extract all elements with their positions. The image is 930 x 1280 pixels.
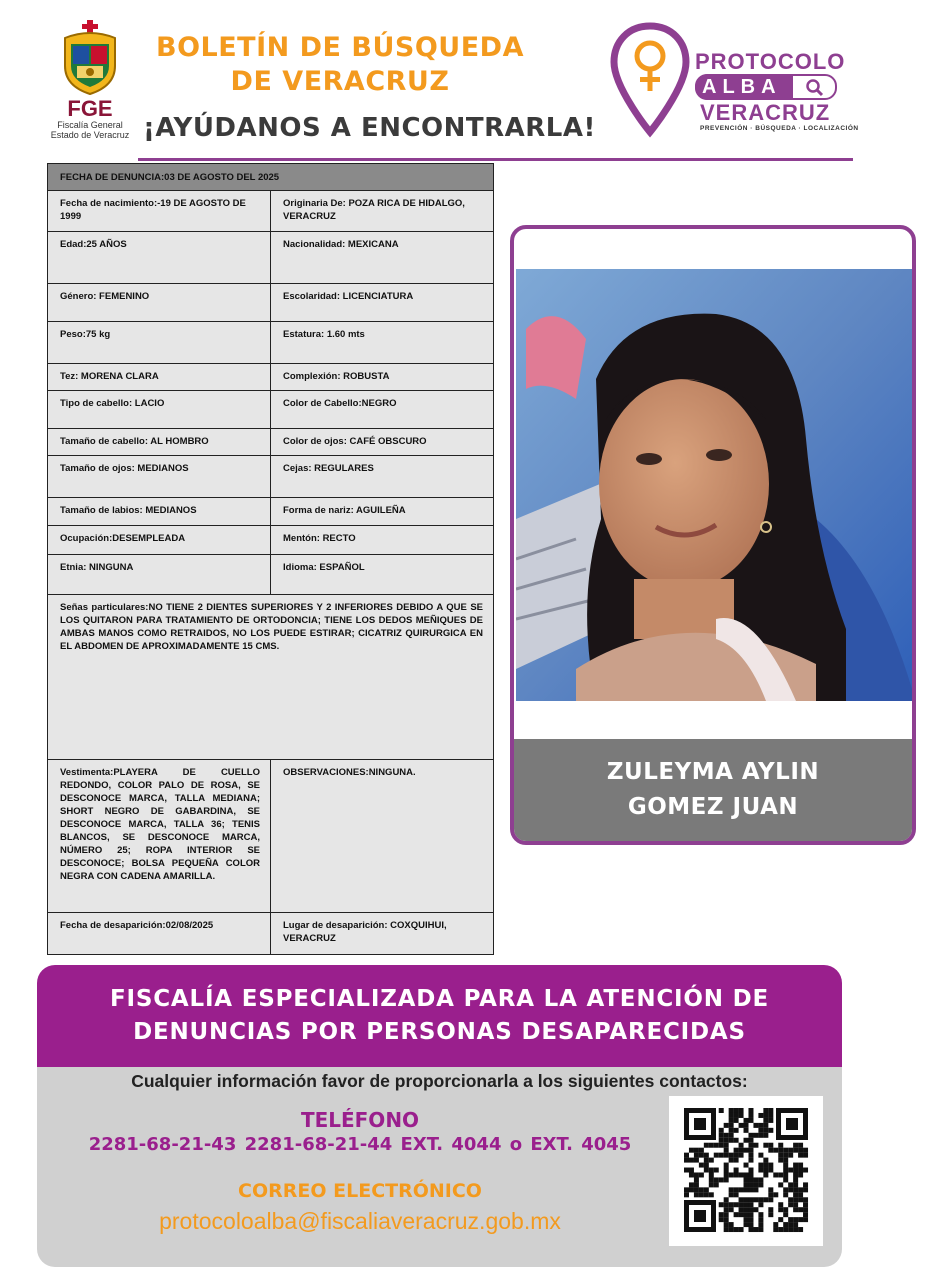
- fge-name-line1: Fiscalía General: [57, 120, 123, 130]
- veracruz-seal-icon: [59, 20, 121, 96]
- hair-color-cell: Color de Cabello:NEGRO: [271, 391, 494, 429]
- bulletin-title-line2: DE VERACRUZ: [230, 66, 450, 97]
- person-details-table: [47, 163, 494, 955]
- observations-cell: OBSERVACIONES:NINGUNA.: [271, 760, 494, 913]
- complexion-tone-cell: Tez: MORENA CLARA: [48, 364, 271, 391]
- magnifier-icon: [805, 78, 825, 98]
- report-date-label: FECHA DE DENUNCIA:: [60, 172, 165, 183]
- table-row: [48, 284, 494, 322]
- qr-code: [669, 1096, 823, 1246]
- hair-length-cell: Tamaño de cabello: AL HOMBRO: [48, 429, 271, 456]
- origin-cell: Originaria De: POZA RICA DE HIDALGO, VERACRUZ: [271, 191, 494, 232]
- fiscalia-banner: [37, 965, 842, 1067]
- table-row: [48, 364, 494, 391]
- disappearance-date-cell: Fecha de desaparición:02/08/2025: [48, 913, 271, 955]
- lip-size-cell: Tamaño de labios: MEDIANOS: [48, 498, 271, 526]
- table-row: [48, 322, 494, 364]
- phone-numbers: 2281-68-21-43 2281-68-21-44 EXT. 4044 o EXT. 4045: [88, 1134, 632, 1155]
- distinguishing-marks-cell: Señas particulares:NO TIENE 2 DIENTES SUPERIORES Y 2 INFERIORES DEBIDO A QUE SE LOS QUITARON PARA TRATAMIENTO DE ORTODONCIA; TIENE LOS DEDOS MEÑIQUES DE AMBAS MANOS COMO RETRAIDOS, NO LOS PUEDE ESTIRAR; CICATRIZ QUIRURGICA EN EL ABDOMEN DE APROXIMADAMENTE 15 CMS.: [48, 595, 494, 760]
- table-row: [48, 232, 494, 284]
- fge-name-line2: Estado de Veracruz: [50, 130, 130, 140]
- fge-logo: [40, 20, 140, 148]
- table-row: [48, 191, 494, 232]
- nationality-cell: Nacionalidad: MEXICANA: [271, 232, 494, 284]
- age-cell: Edad:25 AÑOS: [48, 232, 271, 284]
- fiscalia-banner-line2: DENUNCIAS POR PERSONAS DESAPARECIDAS: [133, 1019, 746, 1045]
- height-cell: Estatura: 1.60 mts: [271, 322, 494, 364]
- phone-label: TELÉFONO: [300, 1108, 420, 1132]
- disappearance-place-cell: Lugar de desaparición: COXQUIHUI, VERACRUZ: [271, 913, 494, 955]
- header-divider: [138, 158, 853, 161]
- person-last-names: GOMEZ JUAN: [627, 794, 799, 820]
- eye-size-cell: Tamaño de ojos: MEDIANOS: [48, 456, 271, 498]
- eyebrows-cell: Cejas: REGULARES: [271, 456, 494, 498]
- location-pin-female-icon: [610, 22, 690, 138]
- language-cell: Idioma: ESPAÑOL: [271, 555, 494, 595]
- table-row: [48, 760, 494, 913]
- name-band: [514, 739, 912, 841]
- gender-cell: Género: FEMENINO: [48, 284, 271, 322]
- qr-code-icon: [669, 1096, 823, 1246]
- nose-shape-cell: Forma de nariz: AGUILEÑA: [271, 498, 494, 526]
- person-first-names: ZULEYMA AYLIN: [606, 759, 820, 785]
- chin-cell: Mentón: RECTO: [271, 526, 494, 555]
- alba-word-veracruz: VERACRUZ: [700, 100, 831, 125]
- table-row: [48, 429, 494, 456]
- help-find-her-subtitle: ¡AYÚDANOS A ENCONTRARLA!: [143, 113, 596, 143]
- build-cell: Complexión: ROBUSTA: [271, 364, 494, 391]
- weight-cell: Peso:75 kg: [48, 322, 271, 364]
- alba-word-alba: ALBA: [702, 76, 782, 98]
- fiscalia-banner-line1: FISCALÍA ESPECIALIZADA PARA LA ATENCIÓN DE: [109, 986, 770, 1012]
- email-address: protocoloalba@fiscaliaveracruz.gob.mx: [159, 1208, 561, 1234]
- alba-word-protocolo: PROTOCOLO: [695, 49, 846, 74]
- table-row: [48, 913, 494, 955]
- bulletin-title-line1: BOLETÍN DE BÚSQUEDA: [156, 32, 524, 63]
- protocolo-alba-logo: [610, 22, 859, 142]
- table-row: [48, 595, 494, 760]
- table-row: [48, 498, 494, 526]
- report-date-cell: [48, 164, 494, 191]
- eye-color-cell: Color de ojos: CAFÉ OBSCURO: [271, 429, 494, 456]
- table-row: [48, 164, 494, 191]
- education-cell: Escolaridad: LICENCIATURA: [271, 284, 494, 322]
- ethnicity-cell: Etnia: NINGUNA: [48, 555, 271, 595]
- table-row: [48, 526, 494, 555]
- hair-type-cell: Tipo de cabello: LACIO: [48, 391, 271, 429]
- report-date-value: 03 DE AGOSTO DEL 2025: [164, 172, 280, 183]
- table-row: [48, 391, 494, 429]
- email-label: CORREO ELECTRÓNICO: [238, 1180, 482, 1202]
- table-row: [48, 555, 494, 595]
- birth-date-cell: Fecha de nacimiento:-19 DE AGOSTO DE 1999: [48, 191, 271, 232]
- fge-acronym: FGE: [67, 96, 113, 121]
- person-photo: [516, 269, 912, 701]
- contact-intro: Cualquier información favor de proporcionarla a los siguientes contactos:: [131, 1071, 748, 1091]
- occupation-cell: Ocupación:DESEMPLEADA: [48, 526, 271, 555]
- alba-tagline: PREVENCIÓN · BÚSQUEDA · LOCALIZACIÓN: [700, 125, 859, 132]
- table-row: [48, 456, 494, 498]
- missing-person-photo-card: [510, 225, 916, 845]
- clothing-cell: Vestimenta:PLAYERA DE CUELLO REDONDO, COLOR PALO DE ROSA, SE DESCONOCE MARCA, TALLA MEDIANA; SHORT NEGRO DE GABARDINA, SE DESCONOCE MARCA, TALLA 36; TENIS BLANCOS, SE DESCONOCE MARCA, NÚMERO 25; ROPA INTERIOR SE DESCONOCE; BOLSA PEQUEÑA COLOR NEGRA CON CADENA AMARILLA.: [48, 760, 271, 913]
